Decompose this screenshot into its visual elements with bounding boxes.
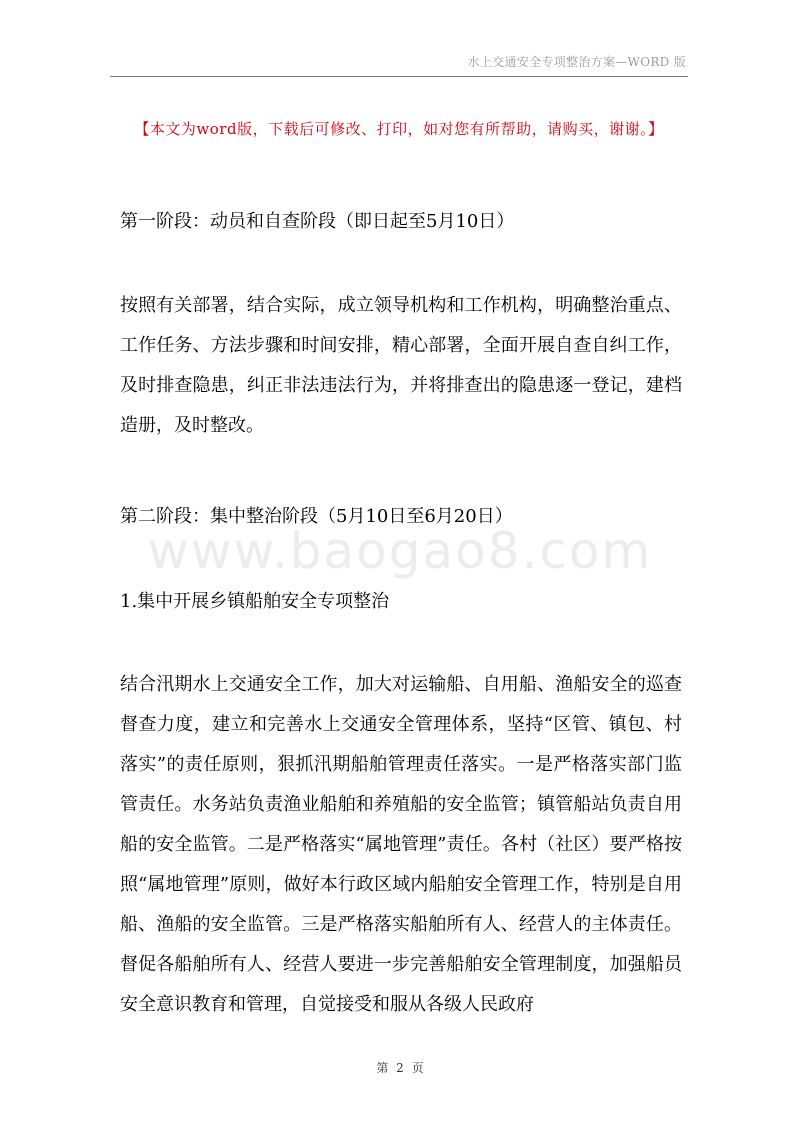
item1-heading: 1.集中开展乡镇船舶安全专项整治 [120,591,390,612]
stage1-paragraph: 按照有关部署，结合实际，成立领导机构和工作机构，明确整治重点、工作任务、方法步骤和时间安排，精心部署，全面开展自查自纠工作，及时排查隐患，纠正非法违法行为，并将排查出的隐患逐一登记，建档造册，及时整改。 [120,295,682,436]
stage2-heading: 第二阶段：集中整治阶段（5月10日至6月20日） [120,506,513,527]
footer-suffix: 页 [411,1061,424,1075]
page-footer [0,1059,800,1076]
footer-prefix: 第 [376,1061,389,1075]
purchase-notice: 【本文为word版，下载后可修改、打印，如对您有所帮助，请购买，谢谢。】 [134,120,664,138]
watermark: www.baogao8.com [147,522,653,580]
header-title: 水上交通安全专项整治方案—WORD 版 [467,55,686,69]
stage1-heading: 第一阶段：动员和自查阶段（即日起至5月10日） [120,211,515,232]
page-header [110,52,688,77]
item1-paragraph: 结合汛期水上交通安全工作，加大对运输船、自用船、渔船安全的巡查督查力度，建立和完善水上交通安全管理体系，坚持“区管、镇包、村落实”的责任原则，狠抓汛期船舶管理责任落实。一是严格落实部门监管责任。水务站负责渔业船舶和养殖船的安全监管；镇管船站负责自用船的安全监管。二是严格落实“属地管理”责任。各村（社区）要严格按照“属地管理”原则，做好本行政区域内船舶安全管理工作，特别是自用船、渔船的安全监管。三是严格落实船舶所有人、经营人的主体责任。督促各船舶所有人、经营人要进一步完善船舶安全管理制度，加强船员安全意识教育和管理，自觉接受和服从各级人民政府 [120,674,682,1015]
page-number: 2 [396,1061,404,1075]
